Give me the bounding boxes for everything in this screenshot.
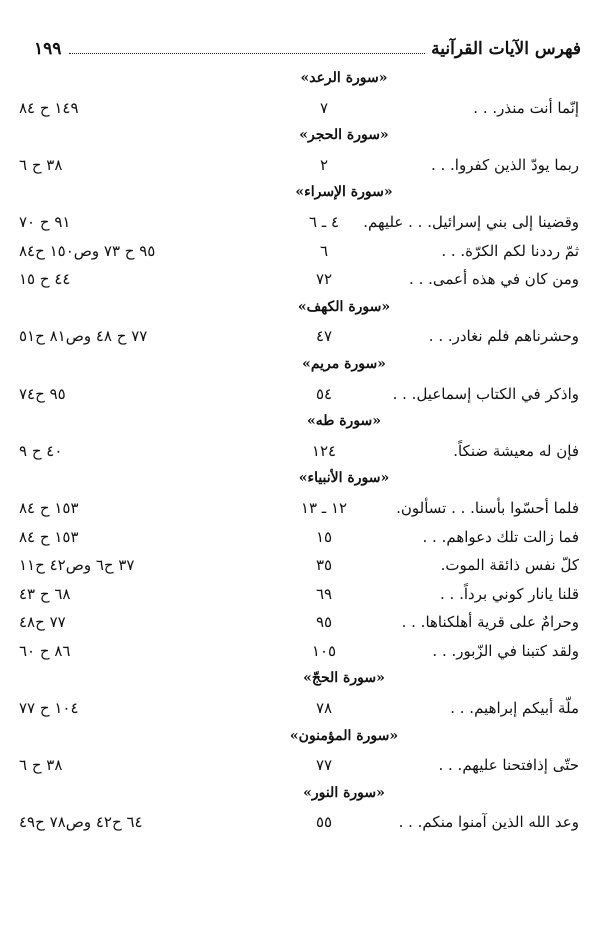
surah-heading: «سورة الكهف» [297, 298, 391, 315]
page-reference: ٦٨ ح ٤٣ [19, 584, 71, 603]
page-reference: ١٥٣ ح ٨٤ [19, 498, 79, 517]
verse-entry-row [0, 581, 609, 610]
surah-heading-row [0, 123, 609, 152]
page-reference: ٤٤ ح ١٥ [19, 270, 71, 289]
verse-entry-row [0, 609, 609, 638]
surah-heading-row [0, 352, 609, 381]
verse-index-list [0, 66, 609, 838]
page-number: ١٩٩ [34, 39, 62, 59]
verse-entry-row [0, 323, 609, 352]
verse-number: ٦ [319, 241, 329, 260]
verse-text: وعد الله الذين آمنوا منكم. . . [398, 813, 579, 832]
surah-heading-row [0, 724, 609, 753]
page-reference: ٩١ ح ٧٠ [19, 212, 71, 231]
verse-entry-row [0, 552, 609, 581]
verse-text: ثمّ رددنا لكم الكرّة. . . [441, 241, 579, 260]
verse-text: قلنا يانار كوني برداً. . . [440, 584, 579, 603]
surah-heading-row [0, 180, 609, 209]
verse-entry-row [0, 809, 609, 838]
verse-entry-row [0, 495, 609, 524]
surah-heading: «سورة المؤمنون» [289, 727, 399, 744]
verse-entry-row [0, 695, 609, 724]
verse-entry-row [0, 209, 609, 238]
header-dotted-rule [69, 53, 425, 54]
verse-number: ٢ [319, 155, 329, 174]
verse-text: حتّى إذافتحنا عليهم. . . [438, 756, 579, 775]
page-reference: ٣٧ ح٦ وص٤٢ ح١١ [19, 556, 135, 575]
surah-heading-row [0, 409, 609, 438]
verse-text: ومن كان في هذه أعمى. . . [409, 270, 579, 289]
surah-heading: «سورة الأنبياء» [298, 470, 390, 487]
page-header [28, 34, 581, 64]
surah-heading-row [0, 466, 609, 495]
running-title: فهرس الآيات القرآنية [431, 39, 581, 59]
surah-heading-row [0, 781, 609, 810]
verse-text: فلما أحسّوا بأسنا. . . تسألون. [396, 498, 579, 517]
verse-text: وحشرناهم فلم نغادر. . . [428, 327, 579, 346]
surah-heading: «سورة الحجّ» [303, 670, 385, 687]
verse-entry-row [0, 438, 609, 467]
page-reference: ١٤٩ ح ٨٤ [19, 98, 79, 117]
verse-entry-row [0, 752, 609, 781]
verse-entry-row [0, 524, 609, 553]
surah-heading: «سورة النور» [303, 784, 385, 801]
verse-entry-row [0, 266, 609, 295]
page-reference: ٣٨ ح ٦ [19, 756, 63, 775]
surah-heading: «سورة طه» [306, 413, 382, 430]
verse-text: فما زالت تلك دعواهم. . . [422, 527, 579, 546]
verse-number: ١٢٤ [311, 441, 337, 460]
verse-entry-row [0, 238, 609, 267]
verse-number: ٦٩ [315, 584, 333, 603]
surah-heading: «سورة مريم» [302, 355, 386, 372]
page-reference: ١٥٣ ح ٨٤ [19, 527, 79, 546]
verse-number: ٧٢ [315, 270, 333, 289]
page-reference: ٩٥ ح٧٤ [19, 384, 66, 403]
verse-number: ٥٤ [315, 384, 333, 403]
surah-heading: «سورة الإسراء» [295, 184, 393, 201]
page-reference: ٧٧ ح٤٨ [19, 613, 66, 632]
page-reference: ١٠٤ ح ٧٧ [19, 699, 79, 718]
verse-text: واذكر في الكتاب إسماعيل. . . [392, 384, 579, 403]
page-reference: ٨٦ ح ٦٠ [19, 641, 71, 660]
surah-heading-row [0, 666, 609, 695]
verse-text: وحرامٌ على قرية أهلكناها. . . [401, 613, 579, 632]
verse-entry-row [0, 152, 609, 181]
surah-heading: «سورة الرعد» [300, 70, 388, 86]
verse-text: ربما يودّ الذين كفروا. . . [430, 155, 579, 174]
verse-number: ٥٥ [315, 813, 333, 832]
verse-entry-row [0, 95, 609, 124]
page-reference: ٦٤ ح٤٢ وص٧٨ ح٤٩ [19, 813, 143, 832]
page-reference: ٣٨ ح ٦ [19, 155, 63, 174]
verse-number: ٤ ـ ٦ [308, 212, 340, 231]
verse-text: فإن له معيشة ضنكاً. [453, 441, 579, 460]
verse-text: ولقد كتبنا في الزّبور. . . [432, 641, 579, 660]
verse-text: إنّما أنت منذر. . . [473, 98, 579, 117]
surah-heading: «سورة الحجر» [299, 127, 389, 144]
verse-entry-row [0, 638, 609, 667]
surah-heading-row [0, 295, 609, 324]
verse-number: ٩٥ [315, 613, 333, 632]
page-reference: ٩٥ ح ٧٣ وص١٥٠ ح٨٤ [19, 241, 156, 260]
surah-heading-row [0, 66, 609, 95]
verse-number: ٣٥ [315, 556, 333, 575]
verse-entry-row [0, 381, 609, 410]
verse-number: ١٥ [315, 527, 333, 546]
verse-number: ٧٧ [315, 756, 333, 775]
verse-text: وقضينا إلى بني إسرائيل. . . عليهم. [363, 212, 579, 231]
verse-text: ملّة أبيكم إبراهيم. . . [450, 699, 579, 718]
verse-number: ٧ [319, 98, 329, 117]
page-reference: ٤٠ ح ٩ [19, 441, 63, 460]
page-reference: ٧٧ ح ٤٨ وص٨١ ح٥١ [19, 327, 148, 346]
verse-number: ٧٨ [315, 699, 333, 718]
verse-number: ٤٧ [315, 327, 333, 346]
verse-text: كلّ نفس ذائقة الموت. [440, 556, 579, 575]
verse-number: ١٢ ـ ١٣ [300, 498, 348, 517]
verse-number: ١٠٥ [311, 641, 337, 660]
